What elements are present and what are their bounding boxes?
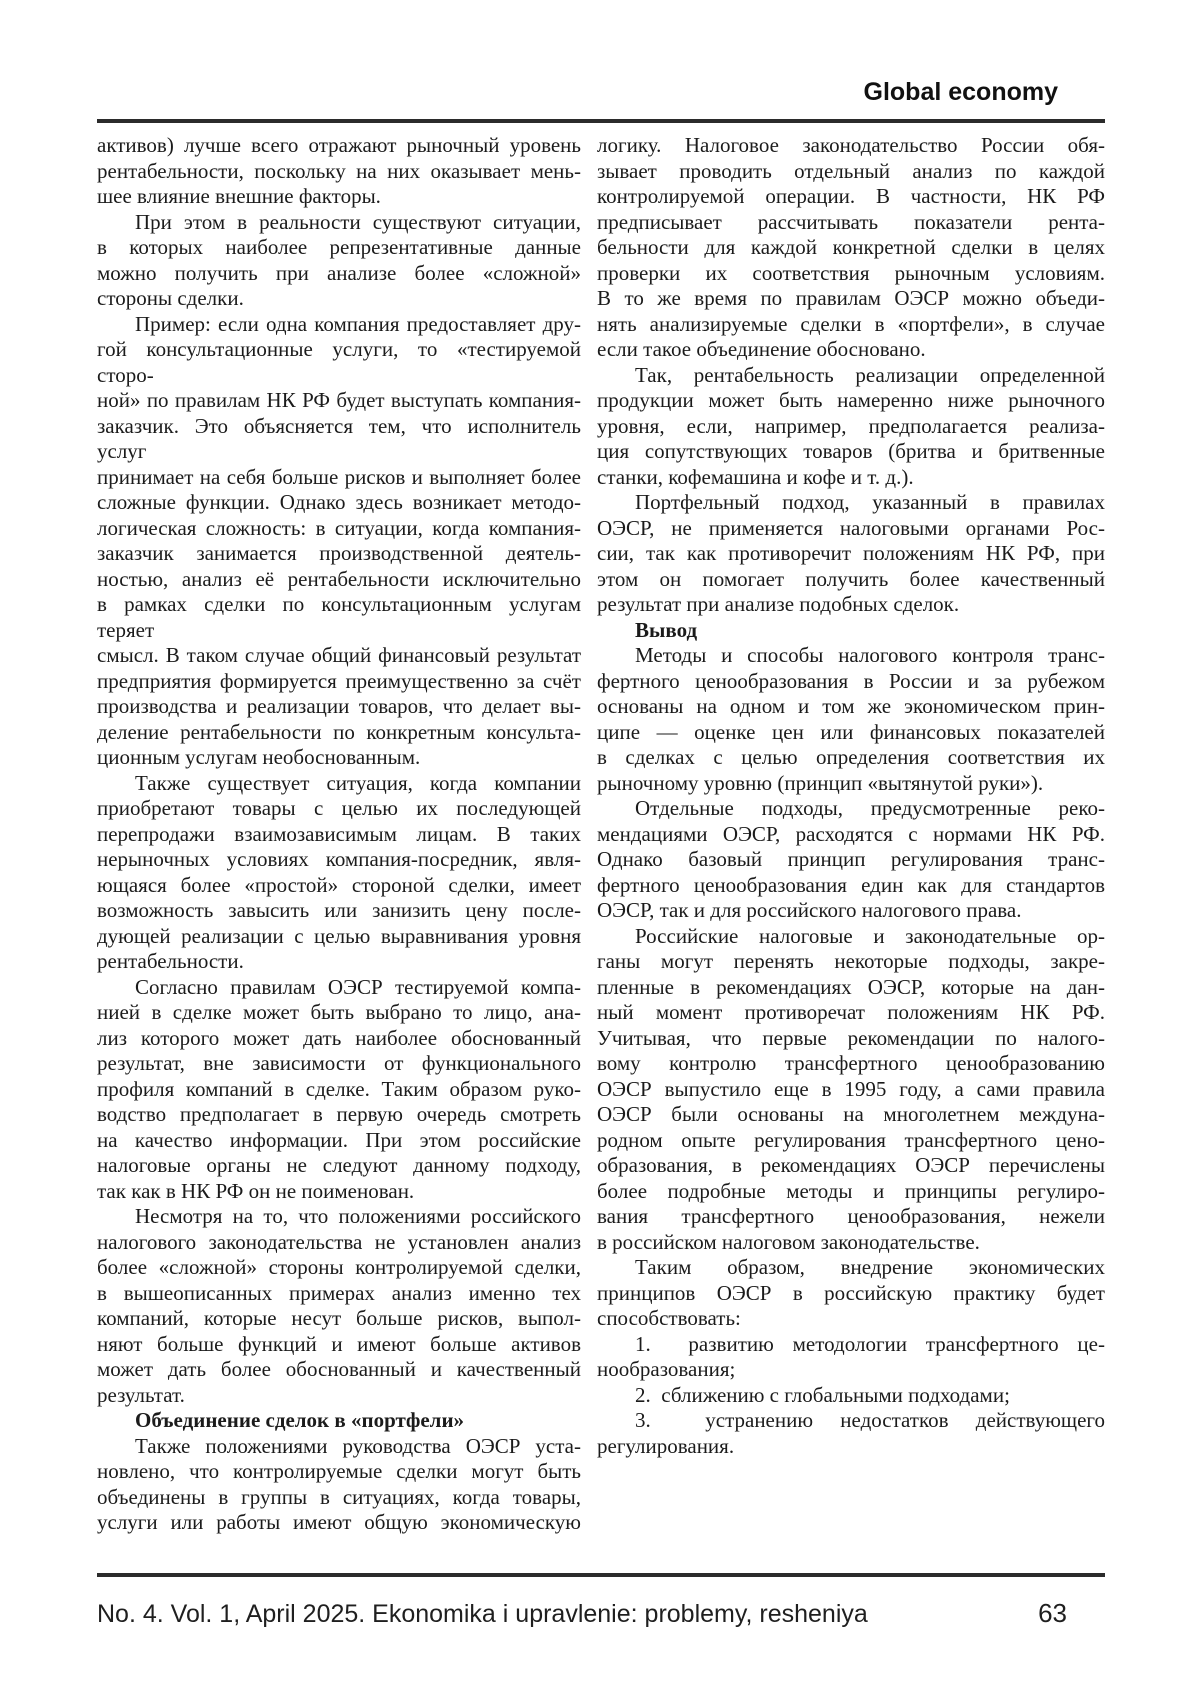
text-line: гой консультационные услуги, то «тестируемой сторо-: [97, 337, 581, 387]
text-line: предприятия формируется преимущественно за счёт: [97, 668, 581, 693]
text-line: может дать более обоснованный и качественный: [97, 1357, 581, 1381]
text-line: ционным услугам необоснованным.: [97, 745, 421, 769]
text-line: сии, так как противоречит положениям НК РФ, при: [597, 541, 1105, 565]
text-line: принципов ОЭСР в российскую практику будет: [597, 1280, 1105, 1305]
text-line: ный момент противоречат положениям НК РФ.: [597, 1000, 1105, 1024]
text-line: пленные в рекомендациях ОЭСР, которые на дан-: [597, 974, 1105, 999]
text-line: основаны на одном и том же экономическом прин-: [597, 694, 1105, 718]
text-line: ция сопутствующих товаров (бритва и бритвенные: [597, 439, 1105, 463]
text-line: родном опыте регулирования трансфертного цено-: [597, 1127, 1105, 1152]
text-line: деление рентабельности по конкретным консульта-: [97, 719, 581, 744]
text-line: контролируемой операции. В частности, НК РФ: [597, 184, 1105, 208]
text-line: в сделках с целью определения соответствия их: [597, 745, 1105, 769]
text-line: дующей реализации с целью выравнивания уровня: [97, 923, 581, 948]
text-line: способствовать:: [597, 1306, 741, 1330]
text-line: сложные функции. Однако здесь возникает методо-: [97, 490, 581, 514]
text-line: результат при анализе подобных сделок.: [597, 592, 960, 616]
text-line: рыночному уровню (принцип «вытянутой руки»).: [597, 770, 1044, 795]
column-right: [597, 133, 1105, 1536]
text-line: объединены в группы в ситуациях, когда товары,: [97, 1484, 581, 1509]
text-line: зывает проводить отдельный анализ по каждой: [597, 158, 1105, 183]
text-line: принимает на себя больше рисков и выполняет более: [97, 464, 581, 489]
text-line: результат, вне зависимости от функционального: [97, 1051, 581, 1075]
text-line: Российские налоговые и законодательные ор-: [635, 923, 1105, 948]
text-line: нией в сделке может быть выбрано то лицо, ана-: [97, 1000, 581, 1024]
text-line: Однако базовый принцип регулирования транс-: [597, 847, 1105, 871]
text-line: Пример: если одна компания предоставляет дру-: [135, 311, 581, 336]
text-line: продукции может быть намеренно ниже рыночного: [597, 388, 1105, 412]
text-line: предписывает рассчитывать показатели рента-: [597, 209, 1105, 234]
text-line: шее влияние внешние факторы.: [97, 184, 381, 208]
article-body: [97, 133, 1105, 1536]
text-line: приобретают товары с целью их последующей: [97, 796, 581, 820]
text-line: фертного ценообразования в России и за рубежом: [597, 668, 1105, 693]
text-line: ОЭСР, так и для российского налогового права.: [597, 898, 1022, 922]
text-line: новлено, что контролируемые сделки могут быть: [97, 1459, 581, 1483]
text-line: результат.: [97, 1382, 185, 1407]
text-line: бельности для каждой конкретной сделки в целях: [597, 235, 1105, 259]
text-line: более «сложной» стороны контролируемой сделки,: [97, 1255, 581, 1279]
text-line: Несмотря на то, что положениями российского: [135, 1204, 581, 1228]
text-line: профиля компаний в сделке. Таким образом руко-: [97, 1076, 581, 1101]
text-line: Портфельный подход, указанный в правилах: [635, 490, 1105, 514]
text-line: В то же время по правилам ОЭСР можно объеди-: [597, 286, 1105, 310]
text-line: 1. развитию методологии трансфертного це-: [635, 1331, 1105, 1356]
text-line: логическая сложность: в ситуации, когда компания-: [97, 515, 581, 540]
text-line: нерыночных условиях компания-посредник, явля-: [97, 847, 581, 871]
text-line: ОЭСР, не применяется налоговыми органами Рос-: [597, 515, 1105, 540]
header-rule: [97, 119, 1105, 123]
text-line: ганы могут перенять некоторые подходы, закре-: [597, 949, 1105, 973]
column-left: [97, 133, 581, 1536]
text-line: Согласно правилам ОЭСР тестируемой компа-: [135, 974, 581, 999]
text-line: заказчик. Это объясняется тем, что исполнитель услуг: [97, 413, 581, 463]
text-line: Также существует ситуация, когда компании: [135, 770, 581, 795]
text-line: ющаяся более «простой» стороной сделки, имеет: [97, 872, 581, 897]
text-line: ОЭСР выпустило еще в 1995 году, а сами правила: [597, 1076, 1105, 1101]
section-header: Global economy: [863, 78, 1058, 106]
text-line: так как в НК РФ он не поименован.: [97, 1178, 415, 1203]
footer-rule: [97, 1573, 1105, 1577]
text-line: вания трансфертного ценообразования, нежели: [597, 1204, 1105, 1228]
text-line: компаний, которые несут больше рисков, выпол-: [97, 1306, 581, 1330]
text-line: ОЭСР были основаны на многолетнем междуна-: [597, 1102, 1105, 1126]
text-line: заказчик занимается производственной деятель-: [97, 541, 581, 565]
text-line: ной» по правилам НК РФ будет выступать компания-: [97, 388, 581, 412]
text-line: на качество информации. При этом российские: [97, 1127, 581, 1152]
text-line: Отдельные подходы, предусмотренные реко-: [635, 796, 1105, 820]
text-line: в которых наиболее репрезентативные данные: [97, 235, 581, 259]
text-line: 2. сближению с глобальными подходами;: [635, 1382, 1010, 1407]
text-line: водство предполагает в первую очередь смотреть: [97, 1102, 581, 1126]
text-line: активов) лучше всего отражают рыночный уровень: [97, 133, 581, 157]
text-line: фертного ценообразования един как для стандартов: [597, 872, 1105, 897]
text-line: рентабельности.: [97, 949, 244, 973]
text-line: Методы и способы налогового контроля транс-: [635, 643, 1105, 667]
text-line: возможность завысить или занизить цену после-: [97, 898, 581, 922]
text-line: регулирования.: [597, 1433, 735, 1458]
text-line: няют больше функций и имеют больше активов: [97, 1331, 581, 1356]
page-footer: [97, 1598, 1105, 1629]
text-line: перепродажи взаимозависимым лицам. В таких: [97, 821, 581, 846]
text-line: Так, рентабельность реализации определенной: [635, 362, 1105, 387]
text-line: станки, кофемашина и кофе и т. д.).: [597, 464, 914, 489]
text-line: проверки их соответствия рыночным условиям.: [597, 260, 1105, 285]
journal-citation: No. 4. Vol. 1, April 2025. Ekonomika i upravlenie: problemy, resheniya: [97, 1600, 868, 1628]
text-line: 3. устранению недостатков действующего: [635, 1408, 1105, 1432]
section-heading: Объединение сделок в «портфели»: [135, 1408, 465, 1432]
text-line: рентабельности, поскольку на них оказывает мень-: [97, 158, 581, 183]
text-line: лиз которого может дать наиболее обоснованный: [97, 1025, 581, 1050]
text-line: услуги или работы имеют общую экономическую: [97, 1510, 581, 1534]
text-line: этом он помогает получить более качественный: [597, 566, 1105, 591]
text-line: нять анализируемые сделки в «портфели», в случае: [597, 311, 1105, 336]
text-line: вому контролю трансфертного ценообразованию: [597, 1051, 1105, 1075]
text-line: более подробные методы и принципы регулиро-: [597, 1178, 1105, 1203]
text-line: если такое объединение обосновано.: [597, 337, 926, 361]
page-number: 63: [1038, 1598, 1067, 1628]
text-line: Учитывая, что первые рекомендации по налого-: [597, 1025, 1105, 1050]
text-line: образования, в рекомендациях ОЭСР перечислены: [597, 1153, 1105, 1177]
text-line: можно получить при анализе более «сложной»: [97, 260, 581, 285]
text-line: нообразования;: [597, 1357, 736, 1381]
text-line: ципе — оценке цен или финансовых показателей: [597, 719, 1105, 744]
text-line: смысл. В таком случае общий финансовый результат: [97, 643, 581, 667]
text-line: налоговые органы не следуют данному подходу,: [97, 1153, 581, 1177]
text-line: в вышеописанных примерах анализ именно тех: [97, 1280, 581, 1305]
section-heading: Вывод: [635, 617, 698, 642]
text-line: Таким образом, внедрение экономических: [635, 1255, 1105, 1279]
text-line: в российском налоговом законодательстве.: [597, 1229, 980, 1254]
text-line: ностью, анализ её рентабельности исключительно: [97, 566, 581, 591]
text-line: мендациями ОЭСР, расходятся с нормами НК РФ.: [597, 821, 1105, 846]
text-line: производства и реализации товаров, что делает вы-: [97, 694, 581, 718]
text-line: логику. Налоговое законодательство России обя-: [597, 133, 1105, 157]
text-line: При этом в реальности существуют ситуации,: [135, 209, 581, 234]
text-line: в рамках сделки по консультационным услугам теряет: [97, 592, 581, 642]
text-line: налогового законодательства не установлен анализ: [97, 1229, 581, 1254]
text-line: Также положениями руководства ОЭСР уста-: [135, 1433, 581, 1458]
text-line: стороны сделки.: [97, 286, 244, 310]
text-line: уровня, если, например, предполагается реализа-: [597, 413, 1105, 438]
